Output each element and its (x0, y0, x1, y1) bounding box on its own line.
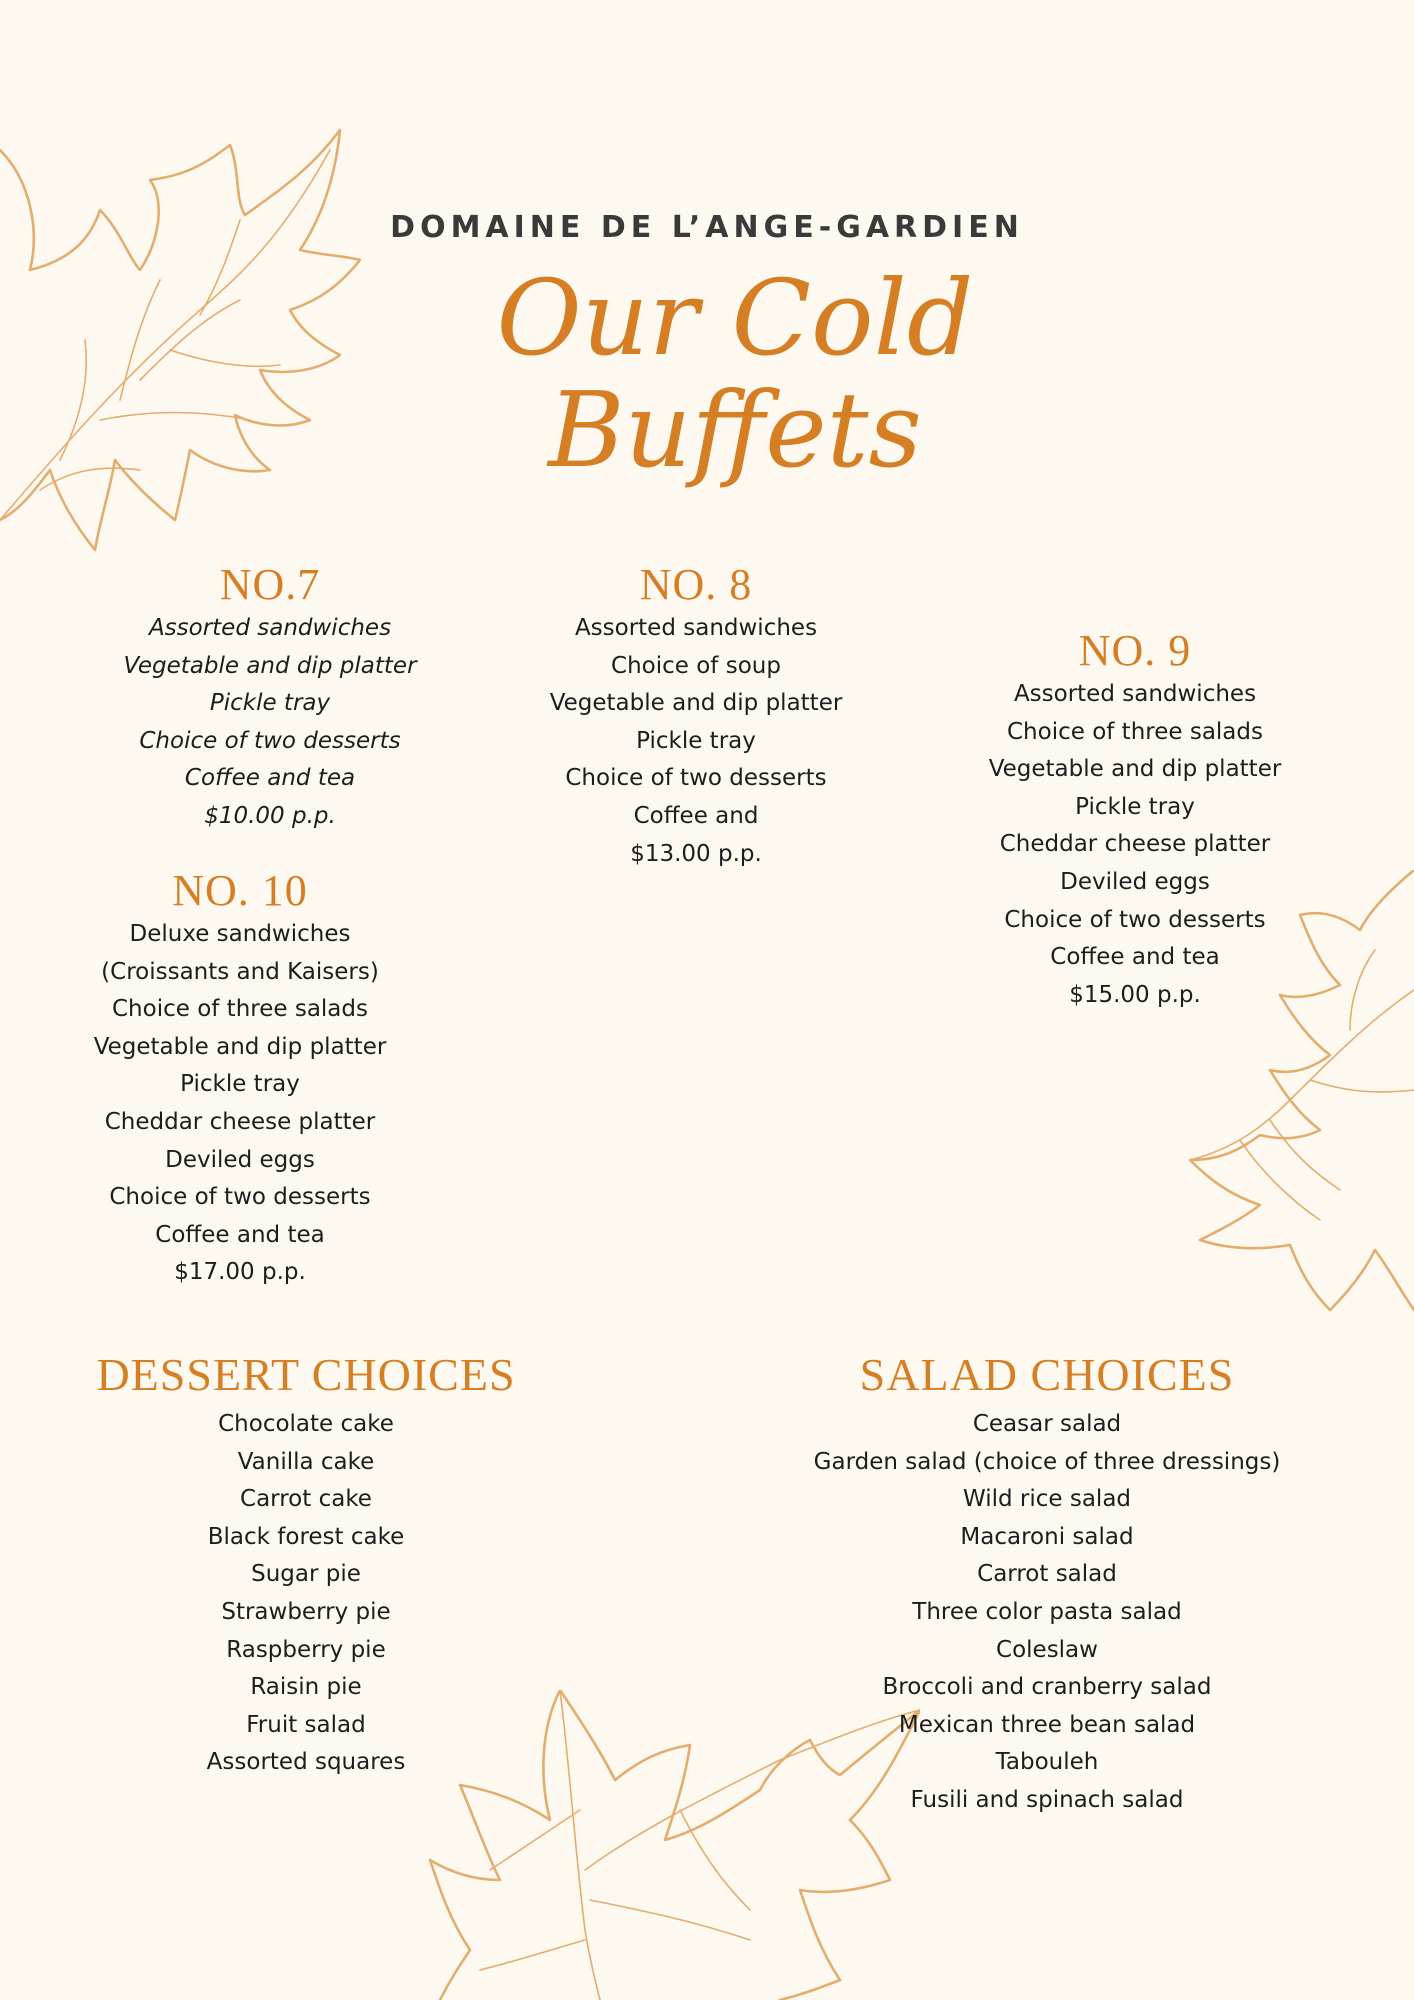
salad-item: Carrot salad (977, 1561, 1117, 1588)
menu-item: Assorted sandwiches (574, 615, 818, 641)
menu-item: Assorted sandwiches (1013, 681, 1257, 707)
menu-item: Deluxe sandwiches (129, 921, 351, 947)
menu-item: Pickle tray (1075, 793, 1195, 820)
menu-item: Pickle tray (636, 727, 756, 754)
buffet-title: NO. 10 (172, 866, 308, 915)
menu-item: Deviled eggs (1060, 868, 1210, 895)
dessert-item: Chocolate cake (218, 1411, 394, 1437)
menu-item: Vegetable and dip platter (549, 690, 843, 717)
buffet-title: NO. 9 (1078, 626, 1192, 675)
salad-item: Tabouleh (995, 1749, 1099, 1776)
section-title: DESSERT CHOICES (96, 1349, 516, 1400)
menu-item: Choice of three salads (112, 996, 368, 1023)
menu-item: Choice of two desserts (565, 765, 827, 792)
menu-item: Cheddar cheese platter (999, 831, 1271, 858)
menu-item: Vegetable and dip platter (988, 756, 1282, 783)
title-line-1: Our Cold (496, 257, 974, 379)
buffet-price: $10.00 p.p. (204, 802, 336, 829)
menu-item: Deviled eggs (165, 1146, 315, 1173)
salad-item: Coleslaw (996, 1636, 1098, 1663)
dessert-item: Strawberry pie (221, 1598, 391, 1625)
menu-item: Coffee and (633, 802, 759, 829)
section-title: SALAD CHOICES (859, 1349, 1235, 1400)
menu-item: Choice of two desserts (109, 1184, 371, 1211)
menu-item: Coffee and tea (155, 1221, 325, 1248)
buffet-price: $17.00 p.p. (174, 1259, 306, 1286)
dessert-item: Raspberry pie (226, 1636, 386, 1663)
menu-item: Choice of soup (611, 652, 781, 679)
salad-item: Wild rice salad (962, 1486, 1132, 1513)
dessert-item: Carrot cake (240, 1486, 372, 1513)
salad-item: Macaroni salad (960, 1523, 1134, 1550)
salad-item: Fusili and spinach salad (910, 1786, 1184, 1813)
menu-item: Coffee and tea (184, 765, 356, 792)
menu-item: Choice of two desserts (139, 727, 401, 754)
salad-item: Three color pasta salad (912, 1598, 1182, 1625)
buffet-no7 (60, 560, 480, 836)
page-title (0, 257, 1414, 491)
salad-choices (760, 1348, 1334, 1820)
salad-item: Mexican three bean salad (898, 1711, 1196, 1738)
buffet-price: $13.00 p.p. (630, 840, 762, 867)
menu-item: Choice of two desserts (1004, 906, 1266, 933)
menu-item: Coffee and tea (1050, 944, 1220, 971)
menu-item: Pickle tray (180, 1071, 300, 1098)
buffet-no9 (925, 626, 1345, 1014)
dessert-item: Vanilla cake (237, 1448, 375, 1475)
venue-name: DOMAINE DE L’ANGE-GARDIEN (390, 210, 1024, 245)
dessert-item: Raisin pie (250, 1674, 362, 1701)
menu-item: Assorted sandwiches (148, 615, 392, 641)
dessert-item: Fruit salad (246, 1711, 366, 1738)
buffet-price: $15.00 p.p. (1069, 981, 1201, 1008)
salad-item: Garden salad (choice of three dressings) (813, 1448, 1281, 1475)
menu-item: Vegetable and dip platter (93, 1033, 387, 1060)
salad-item: Broccoli and cranberry salad (882, 1674, 1212, 1701)
buffet-title: NO.7 (219, 560, 321, 609)
dessert-item: Black forest cake (207, 1523, 405, 1550)
salad-item: Ceasar salad (972, 1411, 1122, 1437)
dessert-item: Assorted squares (206, 1749, 406, 1776)
dessert-choices (40, 1348, 572, 1782)
menu-item: Choice of three salads (1007, 718, 1263, 745)
title-line-2: Buffets (548, 369, 922, 491)
menu-item: Pickle tray (209, 690, 331, 717)
menu-item: (Croissants and Kaisers) (101, 958, 379, 985)
buffet-no8 (490, 560, 902, 873)
buffet-title: NO. 8 (639, 560, 753, 609)
buffet-no10 (40, 866, 440, 1292)
menu-item: Vegetable and dip platter (123, 652, 417, 679)
dessert-item: Sugar pie (251, 1561, 361, 1588)
menu-item: Cheddar cheese platter (104, 1108, 376, 1135)
